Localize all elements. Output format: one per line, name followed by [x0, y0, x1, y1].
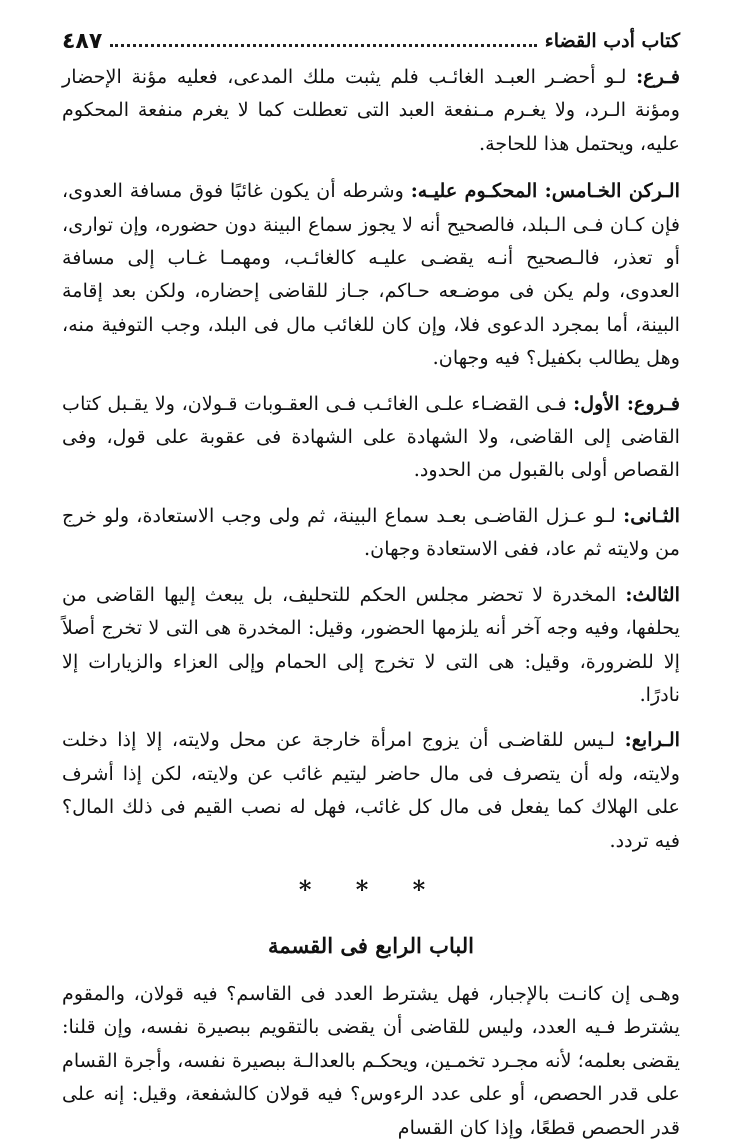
dotted-leader	[110, 44, 537, 47]
paragraph-lead: الثـانى:	[623, 503, 680, 527]
paragraph-text: لـو أحضـر العبـد الغائـب فلم يثبت ملك المدعى، فعليه مؤنة الإحضار ومؤنة الـرد، ولا يغـرم مـنفعة العبد التى تعطلت كما لا يغرم منفعة المحكوم عليه، ويحتمل هذا للحاجة.	[62, 65, 680, 155]
page-number: ٤٨٧	[62, 28, 103, 54]
paragraph-text: لـيس للقاضـى أن يزوج امرأة خارجة عن محل ولايته، إلا إذا دخلت ولايته، وله أن يتصرف فى مال حاضر ليتيم غائب عن ولايته، لكن إذا أشرف على الهلاك كما يفعل فى مال كل غائب، فهل له نصب القيم فى ذلك المال؟ فيه تردد.	[62, 728, 680, 852]
paragraph-text: المخدرة لا تحضر مجلس الحكم للتحليف، بل يبعث إليها القاضى من يحلفها، وفيه وجه آخر أنه يلزمها الحضور، وقيل: المخدرة هى التى لا تخرج أصلاً إلا للضرورة، وقيل: هى التى لا تخرج إلى الحمام وإلى العزاء والزيارات إلا نادرًا.	[62, 582, 680, 706]
paragraph-branch-return-absent-slave	[62, 60, 680, 160]
paragraph-lead: الـرابع:	[624, 728, 680, 752]
paragraph-fifth-pillar	[62, 174, 680, 374]
paragraph-text: فـى القضـاء علـى الغائـب فـى العقـوبات قـولان، ولا يقـبل كتاب القاضى إلى القاضى، ولا الشهادة على الشهادة فى عقوبة على قول، وفى القصاص أولى بالقبول من الحدود.	[62, 391, 680, 482]
chapter-heading: الباب الرابع فى القسمة	[268, 932, 474, 958]
book-page	[62, 24, 680, 1139]
paragraph-lead: فـروع: الأول:	[573, 391, 680, 415]
paragraph-third	[62, 578, 680, 712]
paragraph-branches-first	[62, 387, 680, 487]
paragraph-text: لـو عـزل القاضـى بعـد سماع البينة، ثم ولى وجب الاستعادة، ولو خرج من ولايته ثم عاد، ففى الاستعادة وجهان.	[62, 503, 680, 561]
paragraph-second	[62, 499, 680, 566]
running-header	[62, 24, 680, 58]
paragraph-text: وشرطه أن يكون غائبًا فوق مسافة العدوى، فإن كـان فـى الـبلد، فالصحيح أنه لا يجوز سماع البينة دون حضوره، وإن توارى، أو تعذر، فالـصحيح أنـه يقضـى عليـه كالغائـب، ومهمـا غـاب إلى مسافة العدوى، ولم يكن فى موضـعه حـاكم، جـاز للقاضى إحضاره، ولكن بعد إقامة البينة، أما بمجرد الدعوى فلا، وإن كان للغائب مال فى البلد، وجب التوفية منه، وهل يطالب بكفيل؟ فيه وجهان.	[62, 179, 680, 370]
book-title: كتاب أدب القضاء	[544, 30, 680, 52]
paragraph-lead: الـركن الخـامس: المحكـوم عليـه:	[410, 179, 680, 203]
paragraph-lead: فـرع:	[636, 65, 680, 88]
paragraph-fourth	[62, 723, 680, 857]
paragraph-lead: الثالث:	[625, 582, 680, 606]
section-separator: * * *	[298, 874, 444, 904]
paragraph-chapter-intro: وهـى إن كانـت بالإجبار، فهل يشترط العدد فى القاسم؟ فيه قولان، والمقوم يشترط فـيه العدد، وليس للقاضى أن يقضى بالتقويم ببصيرة نفسه، وإن قلنا: يقضى بعلمه؛ لأنه مجـرد تخمـين، ويحكـم بالعدالـة ببصيرة نفسه، وأجرة القسام على قدر الحصص، أو على عدد الرءوس؟ فيه قولان كالشفعة، وقيل: إنه على قدر الحصص قطعًا، وإذا كان القسام	[62, 981, 680, 1139]
